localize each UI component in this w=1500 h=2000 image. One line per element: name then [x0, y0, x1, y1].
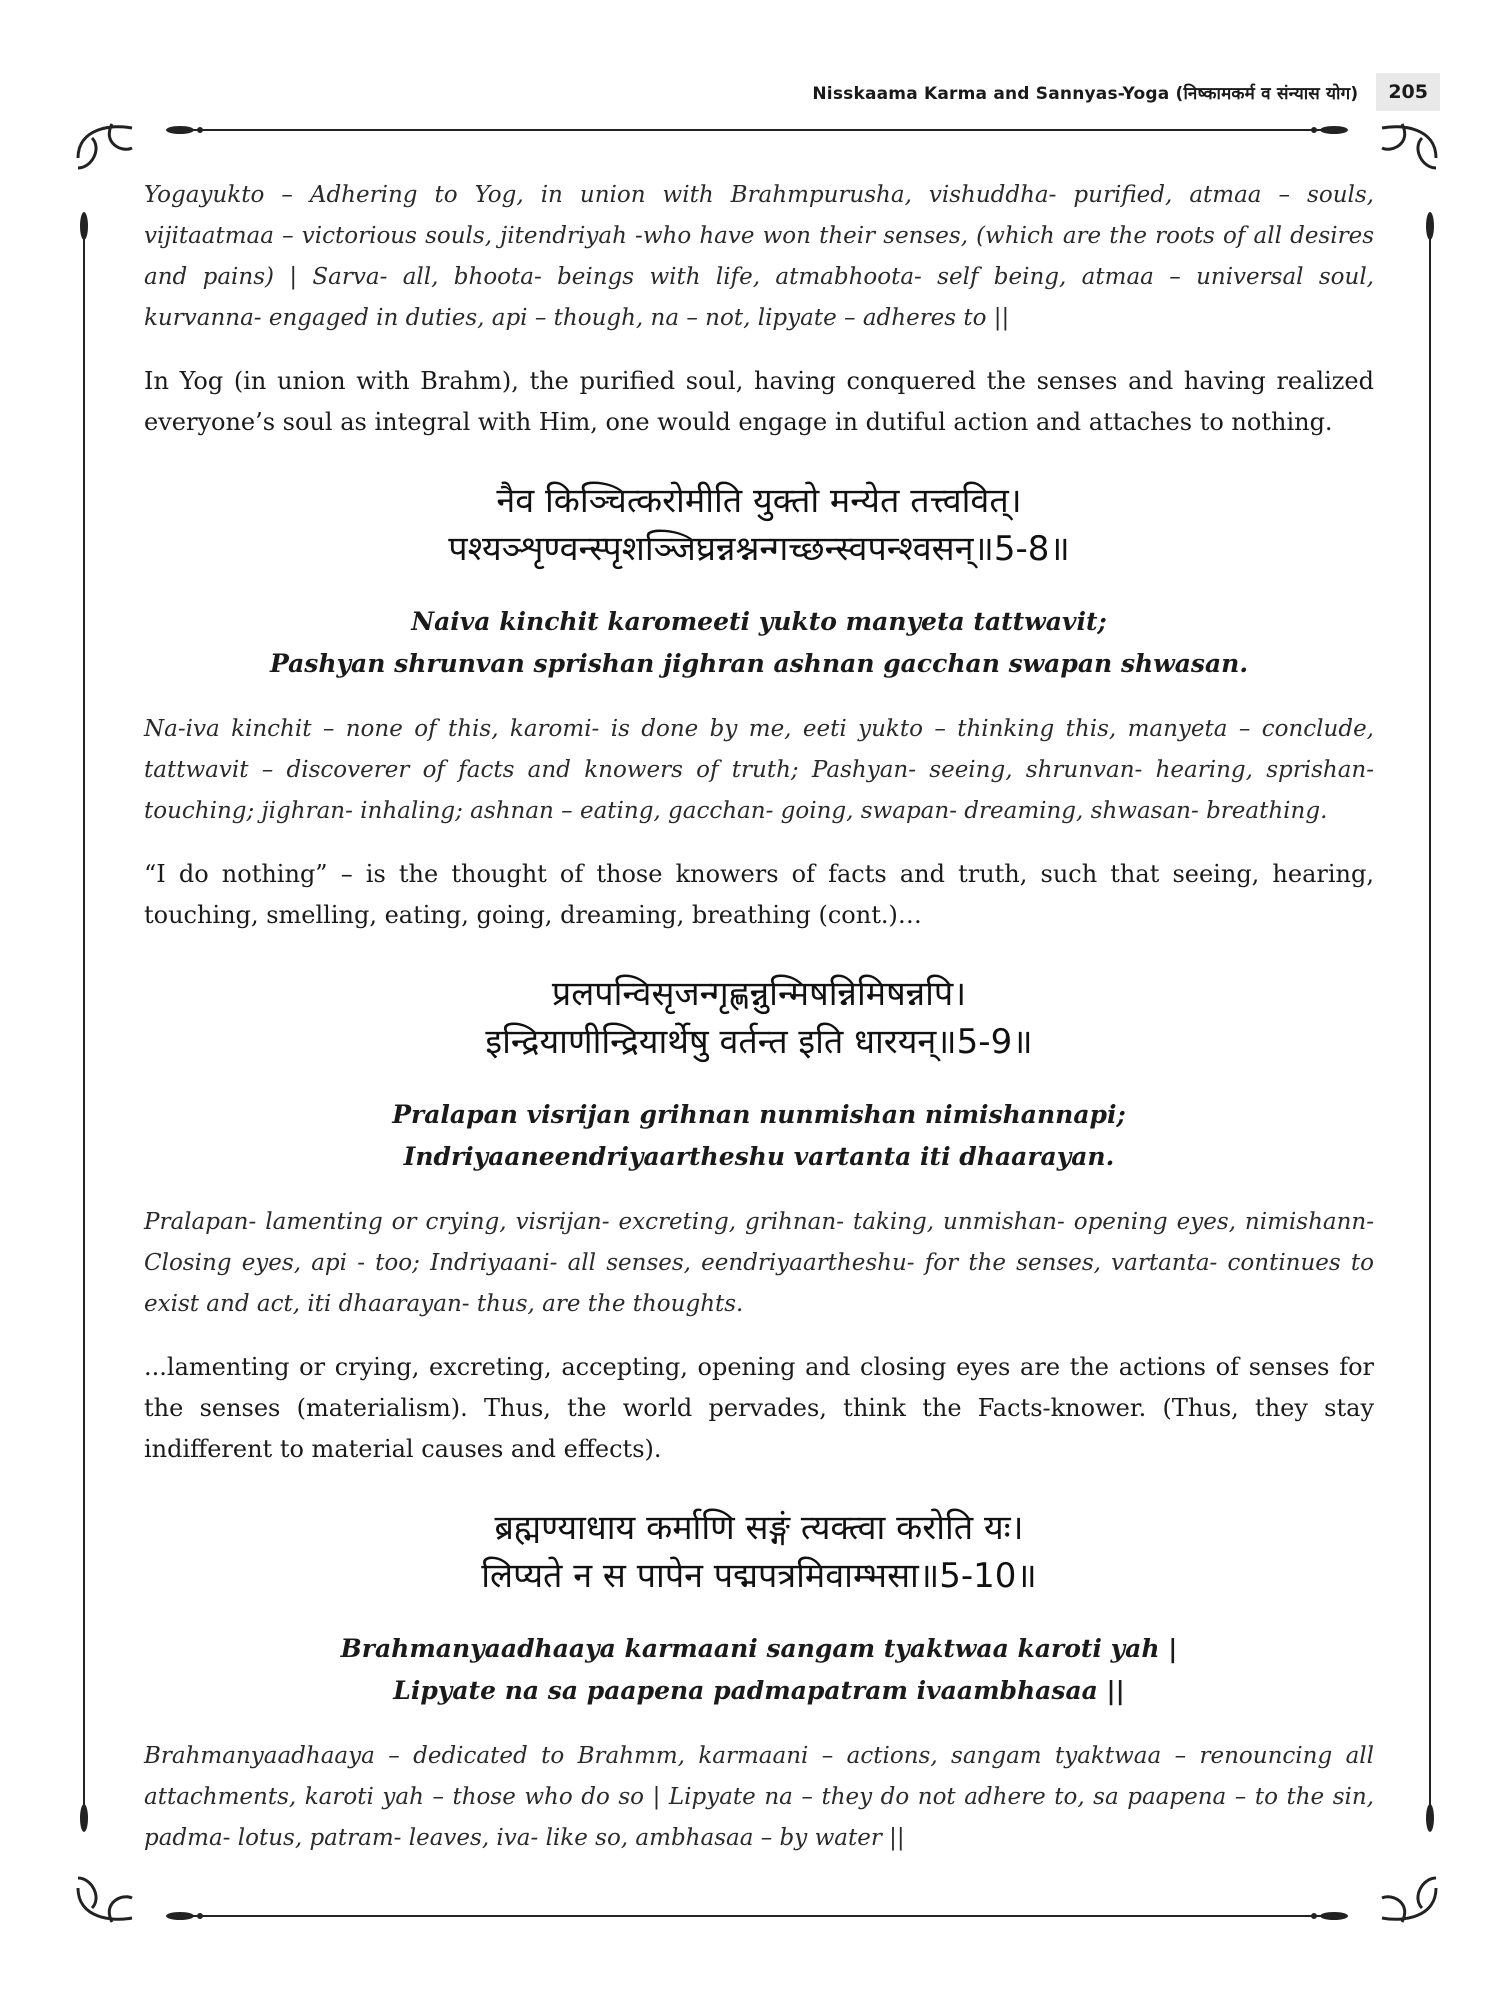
translation-paragraph: ...lamenting or crying, excreting, accepting, opening and closing eyes are the actions of senses for the senses (materialism). Thus, the world pervades, think the Facts-knower. (Thus, they stay indifferent to material causes and effects).	[144, 1353, 1374, 1463]
gloss-paragraph: Brahmanyaadhaaya – dedicated to Brahmm, karmaani – actions, sangam tyaktwaa – renouncing all attachments, karoti yah – those who do so | Lipyate na – they do not adhere to, sa paapena – to the sin, padma- lotus, patram- leaves, iva- like so, ambhasaa – by water ||	[144, 1743, 1374, 1851]
gloss-paragraph: Na-iva kinchit – none of this, karomi- is done by me, eeti yukto – thinking this, manyeta – conclude, tattwavit – discoverer of facts and knowers of truth; Pashyan- seeing, shrunvan- hearing, sprishan- touching; jighran- inhaling; ashnan – eating, gacchan- going, swapan- dreaming, shwasan- breathing.	[144, 716, 1374, 824]
transliteration-line: Naiva kinchit karomeeti yukto manyeta tattwavit;	[411, 607, 1107, 636]
translation-paragraph: “I do nothing” – is the thought of those knowers of facts and truth, such that seeing, hearing, touching, smelling, eating, going, dreaming, breathing (cont.)…	[144, 860, 1374, 929]
sanskrit-verse	[144, 970, 1374, 1066]
page-number: 205	[1376, 73, 1440, 111]
verse-line: नैव किञ्चित्करोमीति युक्तो मन्येत तत्त्ववित्।	[496, 481, 1022, 521]
running-title: Nisskaama Karma and Sannyas-Yoga (निष्कामकर्म व संन्यास योग)	[812, 83, 1359, 104]
verse-line: पश्यञ्शृण्वन्स्पृशञ्जिघ्रन्नश्नन्गच्छन्स्वपन्श्वसन्॥5-8॥	[448, 529, 1070, 569]
verse-line: इन्द्रियाणीन्द्रियार्थेषु वर्तन्त इति धारयन्॥5-9॥	[485, 1022, 1033, 1062]
page-body	[144, 175, 1374, 1881]
page-header	[700, 72, 1440, 112]
transliteration-line: Pralapan visrijan grihnan nunmishan nimishannapi;	[392, 1100, 1126, 1129]
transliteration-line: Indriyaaneendriyaartheshu vartanta iti dhaarayan.	[403, 1142, 1115, 1171]
transliteration-line: Pashyan shrunvan sprishan jighran ashnan gacchan swapan shwasan.	[269, 649, 1249, 678]
sanskrit-verse	[144, 1504, 1374, 1600]
transliteration	[144, 1094, 1374, 1178]
verse-line: प्रलपन्विसृजन्गृह्णन्नुन्मिषन्निमिषन्नपि।	[551, 974, 967, 1014]
gloss-paragraph: Yogayukto – Adhering to Yog, in union with Brahmpurusha, vishuddha- purified, atmaa – souls, vijitaatmaa – victorious souls, jitendriyah -who have won their senses, (which are the roots of all desires and pains) | Sarva- all, bhoota- beings with life, atmabhoota- self being, atmaa – universal soul, kurvanna- engaged in duties, api – though, na – not, lipyate – adheres to ||	[144, 182, 1374, 331]
sanskrit-verse	[144, 477, 1374, 573]
gloss-paragraph: Pralapan- lamenting or crying, visrijan- excreting, grihnan- taking, unmishan- opening eyes, nimishann- Closing eyes, api - too; Indriyaani- all senses, eendriyaartheshu- for the senses, vartanta- continues to exist and act, iti dhaarayan- thus, are the thoughts.	[144, 1209, 1374, 1317]
transliteration-line: Lipyate na sa paapena padmapatram ivaambhasaa ||	[393, 1676, 1125, 1705]
translation-paragraph: In Yog (in union with Brahm), the purified soul, having conquered the senses and having realized everyone’s soul as integral with Him, one would engage in dutiful action and attaches to nothing.	[144, 367, 1374, 436]
transliteration-line: Brahmanyaadhaaya karmaani sangam tyaktwaa karoti yah |	[340, 1634, 1178, 1663]
verse-line: लिप्यते न स पापेन पद्मपत्रमिवाम्भसा॥5-10॥	[481, 1556, 1037, 1596]
verse-line: ब्रह्मण्याधाय कर्माणि सङ्गं त्यक्त्वा करोति यः।	[494, 1508, 1024, 1548]
transliteration	[144, 601, 1374, 685]
transliteration	[144, 1628, 1374, 1712]
